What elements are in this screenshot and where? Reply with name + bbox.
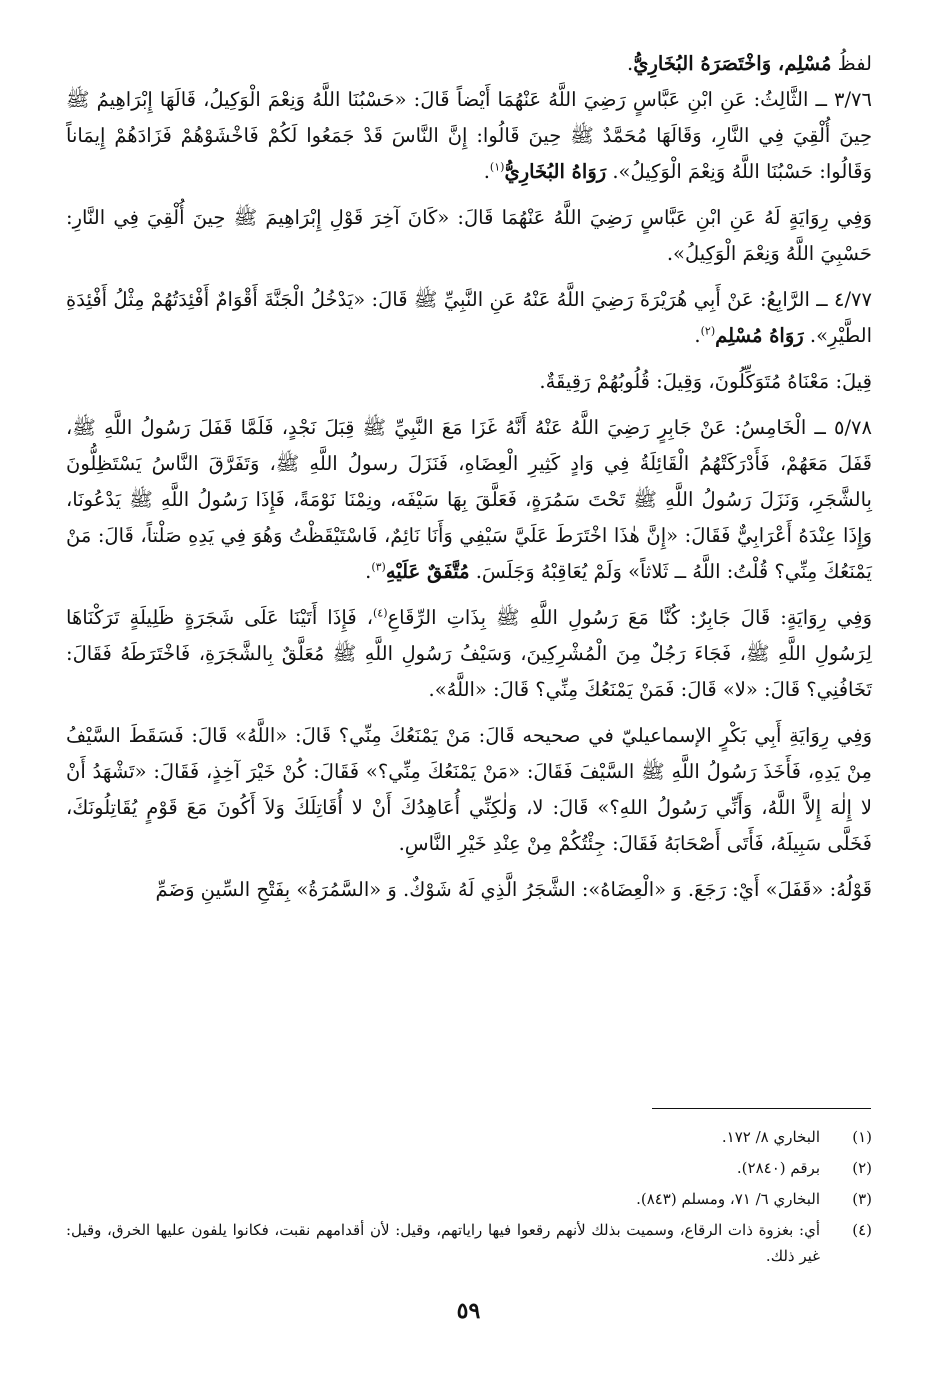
footnote-ref-3[interactable]: (٣) [371, 560, 386, 574]
footnote-ref-4[interactable]: (٤) [373, 606, 388, 620]
hadith-77-explanation: قِيلَ: مَعْنَاهُ مُتَوَكِّلُونَ، وَقِيلَ: قُلُوبُهُمْ رَقِيقَةٌ. [539, 370, 872, 393]
footnote-text: برقم (٢٨٤٠). [736, 1159, 820, 1177]
hadith-78-riwaya-text-b: ، فَإِذَا أَتَيْنَا عَلَى شَجَرَةٍ ظَلِيلَةٍ تَرَكْنَاهَا لِرَسُولِ اللَّهِ ﷺ، فَجَاءَ رَجُلٌ مِنَ الْمُشْرِكِينَ، وَسَيْفُ رَسُولِ اللَّهِ ﷺ مُعَلَّقٌ بِالشَّجَرَةِ، فَاخْتَرَطَهُ فَقَالَ: تَخَافُنِي؟ قَالَ: «لا» قَالَ: فَمَنْ يَمْنَعُكَ مِنِّي؟ قَالَ: «اللَّهُ». [66, 606, 872, 701]
footnote-4 [66, 1215, 872, 1269]
hadith-78 [66, 410, 872, 590]
hadith-78-period: . [365, 560, 372, 583]
footnote-2 [66, 1153, 872, 1184]
footnote-number: (٢) [852, 1159, 872, 1177]
footnote-1 [66, 1122, 872, 1153]
footnote-text: البخاري ٦/ ٧١، ومسلم (٨٤٣). [636, 1190, 820, 1208]
footnote-number: (٣) [852, 1190, 872, 1208]
intro-text: لفظُ [831, 52, 872, 75]
hadith-78-riwaya-text-a: وَفِي رِوَايَةٍ: قَالَ جَابِرٌ: كُنَّا مَعَ رَسُولِ اللَّهِ ﷺ بِذَاتِ الرِّقَاعِ [387, 606, 872, 629]
footnote-text: أي: بغزوة ذات الرقاع، وسميت بذلك لأنهم رقعوا فيها راياتهم، وقيل: لأن أقدامهم نقبت، فكانوا يلفون عليها الخرق، وقيل: غير ذلك. [66, 1221, 820, 1265]
hadith-78-text: ٥/٧٨ ــ الْخَامِسُ: عَنْ جَابِرٍ رَضِيَ اللَّهُ عَنْهُ أَنَّهُ غَزَا مَعَ النَّبِيِّ ﷺ قِبَلَ نَجْدٍ، فَلَمَّا قَفَلَ رَسُولُ اللَّهِ ﷺ، قَفَلَ مَعَهُمْ، فَأَدْرَكَتْهُمُ الْقَائِلَةُ فِي وَادٍ كَثِيرِ الْعِضَاهِ، فَنَزَلَ رسولُ اللَّهِ ﷺ، وَتَفَرَّقَ النَّاسُ يَسْتَظِلُّونَ بِالشَّجَرِ، وَنَزَلَ رَسُولُ اللَّهِ ﷺ تَحْتَ سَمُرَةٍ، فَعَلَّقَ بِهَا سَيْفَه، ونِمْنَا نَوْمَةً، فَإِذَا رَسُولُ اللَّهِ ﷺ يَدْعُونَا، وَإِذَا عِنْدَهُ أَعْرَابِيٌّ فَقَالَ: «إِنَّ هٰذَا اخْتَرَطَ عَلَيَّ سَيْفِي وَأَنَا نَائِمٌ، فَاسْتَيْقَظْتُ وَهُوَ فِي يَدِهِ صَلْتاً، قَالَ: مَنْ يَمْنَعُكَ مِنِّي؟ قُلْتُ: اللَّهُ ــ ثَلاثاً» وَلَمْ يُعَاقِبْهُ وَجَلَسَ. [66, 416, 872, 583]
hadith-76-period: . [483, 160, 490, 183]
hadith-76-text: ٣/٧٦ ــ الثَّالِثُ: عَنِ ابْنِ عَبَّاسٍ رَضِيَ اللَّهُ عَنْهُمَا أَيْضاً قَالَ: «حَسْبُنَا اللَّهُ وَنِعْمَ الْوَكِيلُ، قَالَهَا إِبْرَاهِيمُ ﷺ حِينَ أُلْقِيَ فِي النَّارِ، وَقَالَهَا مُحَمَّدٌ ﷺ حِينَ قَالُوا: إِنَّ النَّاسَ قَدْ جَمَعُوا لَكُمْ فَاخْشَوْهُمْ فَزَادَهُمْ إِيمَاناً وَقَالُوا: حَسْبُنَا اللَّهُ وَنِعْمَ الْوَكِيلُ». [66, 88, 872, 183]
hadith-78-riwaya [66, 600, 872, 708]
hadith-77-source: رَوَاهُ مُسْلِم [715, 324, 804, 347]
footnote-text: البخاري ٨/ ١٧٢. [721, 1128, 820, 1146]
hadith-77-text: ٤/٧٧ ــ الرَّابِعُ: عَنْ أَبِي هُرَيْرَةَ رَضِيَ اللَّهُ عَنْهُ عَنِ النَّبِيِّ ﷺ قَالَ: «يَدْخُلُ الْجَنَّةَ أَقْوَامٌ أَفْئِدَتُهُمْ مِثْلُ أَفْئِدَةِ الطَّيْرِ». [66, 288, 872, 347]
footnotes [66, 1122, 872, 1269]
hadith-76-source: رَوَاهُ البُخَارِيُّ [504, 160, 607, 183]
footnote-ref-1[interactable]: (١) [489, 160, 505, 174]
intro-period: . [627, 52, 634, 75]
hadith-76 [66, 82, 872, 190]
intro-source: مُسْلِم، وَاخْتَصَرَهُ البُخَارِيُّ [633, 52, 832, 75]
footnote-3 [66, 1184, 872, 1215]
hadith-76-riwaya: وَفِي رِوَايَةٍ لَهُ عَنِ ابْنِ عَبَّاسٍ رَضِيَ اللَّهُ عَنْهُمَا قَالَ: «كَانَ آخِرَ قَوْلِ إِبْرَاهِيمَ ﷺ حِينَ أُلْقِيَ فِي النَّارِ: حَسْبِيَ اللَّهُ وَنِعْمَ الْوَكِيلُ». [66, 206, 872, 265]
footnote-number: (١) [852, 1128, 872, 1146]
hadith-78-ismaili: وَفِي رِوَايَةِ أَبِي بَكْرٍ الإسماعيليّ في صحيحه قَالَ: مَنْ يَمْنَعُكَ مِنِّي؟ قَالَ: «اللَّهُ» قَالَ: فَسَقَطَ السَّيْفُ مِنْ يَدِهِ، فَأَخَذَ رَسُولُ اللَّهِ ﷺ السَّيْفَ فَقَالَ: «مَنْ يَمْنَعُكَ مِنِّي؟» فَقَالَ: كُنْ خَيْرَ آخِذٍ، فَقَالَ: «تَشْهَدُ أَنْ لا إِلٰهَ إِلاَّ اللَّهُ، وَأَنِّي رَسُولُ اللهِ؟» قَالَ: لا، وَلٰكِنِّي أُعَاهِدُكَ أَنْ لا أُقَاتِلَكَ وَلاَ أَكُونَ مَعَ قَوْمٍ يُقَاتِلُونَكَ، فَخَلَّى سَبِيلَهُ، فَأَتَى أَصْحَابَهُ فَقَالَ: جِئْتُكُمْ مِنْ عِنْدِ خَيْرِ النَّاسِ. [66, 724, 872, 855]
hadith-78-glossary: قَوْلُهُ: «قَفَلَ» أَيْ: رَجَعَ. وَ «الْعِضَاهُ»: الشَّجَرُ الَّذِي لَهُ شَوْكٌ. وَ «السَّمُرَةُ» بِفَتْحِ السِّينِ وَضَمِّ [155, 878, 872, 901]
hadith-78-source: مُتَّفَقٌ عَلَيْهِ [385, 560, 470, 583]
page-number: ٥٩ [456, 1298, 481, 1324]
footnote-number: (٤) [852, 1221, 872, 1239]
intro-line [66, 46, 872, 82]
footnote-ref-2[interactable]: (٢) [700, 324, 716, 338]
hadith-77 [66, 282, 872, 354]
footnote-divider [652, 1108, 871, 1109]
hadith-77-period: . [694, 324, 701, 347]
main-text [66, 46, 872, 908]
